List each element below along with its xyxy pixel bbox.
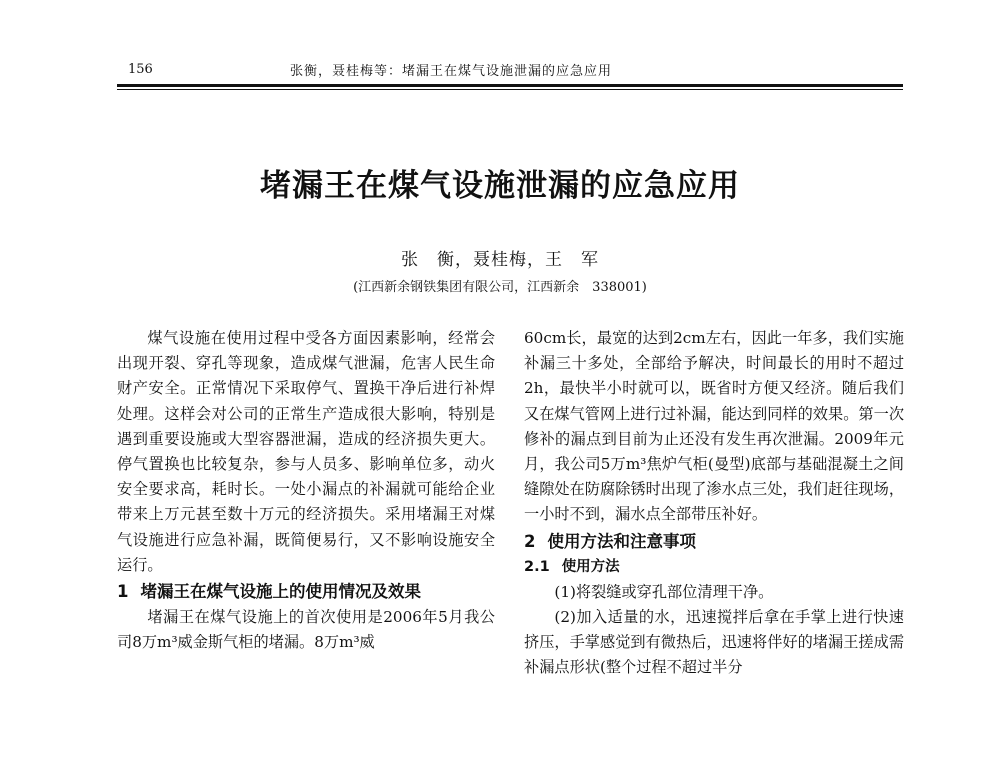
- running-head: 张衡，聂桂梅等：堵漏王在煤气设施泄漏的应急应用: [290, 64, 613, 79]
- section-2-title: 使用方法和注意事项: [547, 531, 696, 551]
- right-column: [524, 326, 904, 680]
- section-2-heading: [524, 528, 904, 555]
- article-authors: 张 衡，聂桂梅，王 军: [401, 250, 599, 270]
- continued-paragraph: 60cm长，最宽的达到2cm左右，因此一年多，我们实施补漏三十多处，全部给予解决，时间最长的用时不超过2h，最快半小时就可以，既省时方便又经济。随后我们又在煤气管网上进行过补漏，能达到同样的效果。第一次修补的漏点到目前为止还没有发生再次泄漏。2009年元月，我公司5万m³焦炉气柜(曼型)底部与基础混凝土之间缝隙处在防腐除锈时出现了渗水点三处，我们赶往现场，一小时不到，漏水点全部带压补好。: [524, 329, 904, 524]
- page-number: 156: [128, 62, 153, 77]
- article-affiliation: (江西新余钢铁集团有限公司，江西新余 338001): [353, 280, 647, 295]
- section-2-number: 2: [524, 531, 536, 551]
- article-title: 堵漏王在煤气设施泄漏的应急应用: [260, 168, 740, 204]
- section-2-1-title: 使用方法: [561, 558, 620, 575]
- section-2-1-heading: [524, 555, 904, 580]
- section-1-paragraph: 堵漏王在煤气设施上的首次使用是2006年5月我公司8万m³威金斯气柜的堵漏。8万m³威: [117, 608, 495, 652]
- intro-paragraph: 煤气设施在使用过程中受各方面因素影响，经常会出现开裂、穿孔等现象，造成煤气泄漏，危害人民生命财产安全。正常情况下采取停气、置换干净后进行补焊处理。这样会对公司的正常生产造成很大影响，特别是遇到重要设施或大型容器泄漏，造成的经济损失更大。停气置换也比较复杂，参与人员多、影响单位多，动火安全要求高，耗时长。一处小漏点的补漏就可能给企业带来上万元甚至数十万元的经济损失。采用堵漏王对煤气设施进行应急补漏，既简便易行，又不影响设施安全运行。: [117, 329, 495, 574]
- step-2: (2)加入适量的水，迅速搅拌后拿在手掌上进行快速挤压，手掌感觉到有微热后，迅速将伴好的堵漏王搓成需补漏点形状(整个过程不超过半分: [524, 607, 904, 677]
- section-1-heading: [117, 578, 495, 605]
- section-2-1-number: 2.1: [524, 558, 550, 575]
- header-rule-thin: [117, 89, 903, 90]
- left-column: [117, 326, 495, 655]
- header-rule-thick: [117, 84, 903, 87]
- step-1: (1)将裂缝或穿孔部位清理干净。: [554, 582, 774, 601]
- section-1-title: 堵漏王在煤气设施上的使用情况及效果: [140, 582, 421, 602]
- section-1-number: 1: [117, 582, 129, 602]
